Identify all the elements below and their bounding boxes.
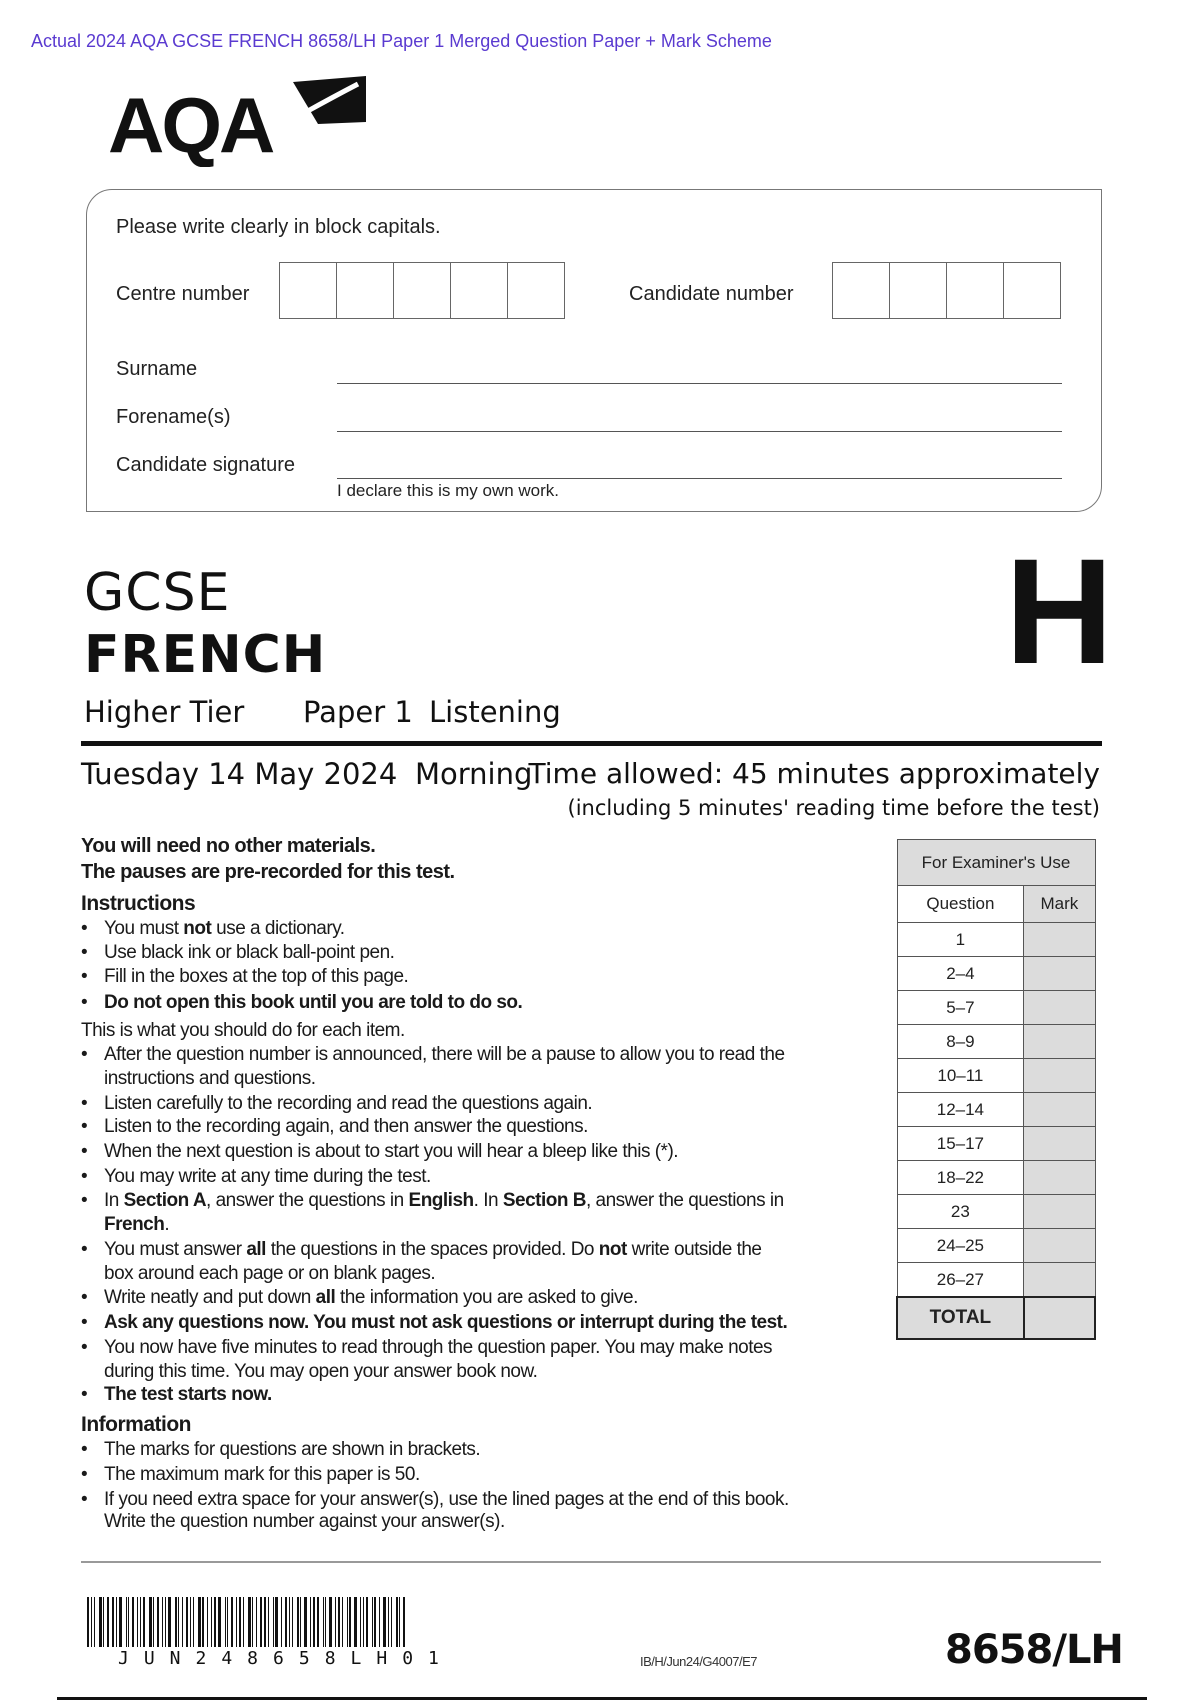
footer-divider (81, 1561, 1101, 1563)
barcode-bar (140, 1597, 141, 1647)
question-column-header: Question (897, 886, 1024, 923)
barcode-bar (128, 1597, 129, 1647)
barcode-bar (347, 1597, 348, 1647)
question-number: 1 (897, 923, 1024, 957)
barcode-bar (252, 1597, 253, 1647)
barcode-bar (87, 1597, 89, 1647)
barcode-bar (107, 1597, 109, 1647)
instruction-line (81, 1092, 593, 1115)
text-segment: Information (81, 1412, 191, 1436)
instruction-line (81, 1384, 272, 1406)
barcode-bar (157, 1597, 159, 1647)
barcode-bar (239, 1597, 241, 1647)
mark-cell[interactable] (1024, 923, 1095, 957)
instruction-line (104, 1214, 169, 1236)
barcode-bar (211, 1597, 212, 1647)
mark-cell[interactable] (1024, 1093, 1095, 1127)
section-heading (81, 1413, 191, 1437)
qualification-title: GCSE (84, 563, 231, 623)
paper-code: 8658/LH (945, 1627, 1123, 1673)
text-segment: You will need no other materials. (81, 835, 376, 858)
bullet-icon: • (81, 1438, 88, 1460)
examiner-table-row (897, 1025, 1095, 1059)
examiner-table-row (897, 1093, 1095, 1127)
text-segment: Ask any questions now. You must not ask questions or interrupt during the test. (104, 1311, 788, 1333)
bullet-icon: • (81, 941, 88, 963)
barcode-bar (186, 1597, 188, 1647)
barcode-bar (317, 1597, 319, 1647)
text-segment: use a dictionary. (211, 917, 345, 939)
barcode-bar (94, 1597, 95, 1647)
bullet-icon: • (81, 1463, 88, 1485)
barcode-bar (231, 1597, 233, 1647)
instruction-line (81, 1336, 773, 1359)
instruction-line (104, 1263, 435, 1285)
barcode-bar (178, 1597, 179, 1647)
instruction-line (81, 965, 409, 988)
barcode-bar (153, 1597, 154, 1647)
candidate-number-boxes[interactable] (832, 262, 1061, 319)
examiner-table-row (897, 1263, 1095, 1298)
instruction-line (81, 1286, 638, 1309)
barcode-bar (168, 1597, 171, 1647)
block-capitals-instruction: Please write clearly in block capitals. (116, 216, 441, 238)
section-heading (81, 892, 195, 916)
barcode-bar (162, 1597, 163, 1647)
barcode-bar (225, 1597, 226, 1647)
forenames-field[interactable] (337, 431, 1062, 432)
barcode-bar (91, 1597, 92, 1647)
instruction-line (81, 1488, 789, 1511)
mark-cell[interactable] (1024, 1127, 1095, 1161)
barcode-bar (349, 1597, 351, 1647)
barcode-bar (325, 1597, 326, 1647)
mark-column-header: Mark (1024, 886, 1095, 923)
barcode-bar (207, 1597, 208, 1647)
text-segment: , answer the questions in (206, 1190, 409, 1212)
bullet-icon: • (81, 1166, 88, 1188)
bullet-icon: • (81, 1311, 88, 1333)
bullet-icon: • (81, 1384, 88, 1406)
question-number: 10–11 (897, 1059, 1024, 1093)
text-segment: Instructions (81, 891, 196, 915)
barcode-bar (304, 1597, 307, 1647)
subject-title: FRENCH (84, 625, 327, 685)
barcode-bar (218, 1597, 221, 1647)
barcode-bar (112, 1597, 114, 1647)
text-segment: The pauses are pre-recorded for this test. (81, 861, 455, 884)
barcode-bar (310, 1597, 311, 1647)
examiner-table-row (897, 923, 1095, 957)
text-segment: . In (473, 1190, 503, 1212)
barcode-bar (292, 1597, 293, 1647)
bullet-icon: • (81, 1141, 88, 1163)
barcode-bar (383, 1597, 386, 1647)
barcode-bar (335, 1597, 336, 1647)
instruction-line (81, 1020, 405, 1042)
question-number: 15–17 (897, 1127, 1024, 1161)
text-segment: French (104, 1214, 165, 1236)
mark-cell[interactable] (1024, 991, 1095, 1025)
instruction-line (81, 1043, 785, 1066)
instruction-line (81, 917, 345, 940)
text-segment: You must (104, 917, 184, 939)
text-segment: Section B (502, 1190, 586, 1212)
time-allowed: Time allowed: 45 minutes approximately (528, 757, 1100, 790)
barcode-bar (300, 1597, 301, 1647)
bullet-icon: • (81, 1116, 88, 1138)
barcode-bar (193, 1597, 194, 1647)
bullet-icon: • (81, 1092, 88, 1114)
barcode-bar (116, 1597, 117, 1647)
mark-cell[interactable] (1024, 1195, 1095, 1229)
barcode-bar (236, 1597, 237, 1647)
instruction-line (81, 1438, 481, 1461)
barcode-bar (132, 1597, 134, 1647)
text-segment: . (164, 1214, 170, 1236)
tier-letter: H (1005, 527, 1114, 695)
text-segment: Do not open this book until you are told to do so. (104, 991, 523, 1013)
barcode-bar (281, 1597, 282, 1647)
exam-session: Morning (415, 757, 533, 791)
text-segment: Use black ink or black ball-point pen. (104, 941, 395, 963)
signature-label: Candidate signature (116, 454, 296, 476)
instruction-line (104, 1511, 505, 1533)
question-number: 18–22 (897, 1161, 1024, 1195)
mark-cell[interactable] (1024, 957, 1095, 991)
text-segment: all (246, 1239, 266, 1260)
barcode-bar (243, 1597, 244, 1647)
barcode-bar (165, 1597, 166, 1647)
question-number: 12–14 (897, 1093, 1024, 1127)
centre-number-boxes[interactable] (279, 262, 565, 319)
barcode-bar (175, 1597, 177, 1647)
instruction-line (81, 1463, 420, 1486)
component-label: Listening (429, 695, 561, 729)
instruction-line (81, 1116, 588, 1138)
bullet-icon: • (81, 991, 88, 1013)
examiner-table-row (897, 1195, 1095, 1229)
barcode-bar (273, 1597, 274, 1647)
declaration-text: I declare this is my own work. (337, 481, 560, 500)
question-number: 8–9 (897, 1025, 1024, 1059)
bullet-icon: • (81, 917, 88, 939)
instruction-line (81, 941, 395, 964)
barcode-bar (379, 1597, 380, 1647)
signature-field[interactable] (337, 478, 1062, 479)
bullet-icon: • (81, 1488, 88, 1510)
barcode-bar (143, 1597, 145, 1647)
text-segment: not (183, 917, 212, 939)
bullet-icon: • (81, 1190, 88, 1212)
barcode-bar (297, 1597, 299, 1647)
bullet-icon: • (81, 965, 88, 987)
barcode-bar (264, 1597, 266, 1647)
text-segment: In (104, 1190, 124, 1212)
aqa-logo (108, 72, 373, 172)
barcode (87, 1597, 499, 1647)
barcode-bar (182, 1597, 183, 1647)
text-segment: all (315, 1286, 336, 1308)
text-segment: not (598, 1239, 627, 1260)
text-segment: You must answer (104, 1239, 247, 1260)
barcode-bar (202, 1597, 204, 1647)
barcode-bar (374, 1597, 376, 1647)
question-number: 26–27 (897, 1263, 1024, 1298)
instruction-line (81, 1311, 788, 1334)
paper-label: Paper 1 (303, 695, 413, 729)
examiner-table-title: For Examiner's Use (897, 840, 1095, 886)
question-number: 5–7 (897, 991, 1024, 1025)
mark-cell[interactable] (1024, 1229, 1095, 1263)
text-segment: Write neatly and put down (104, 1286, 316, 1308)
barcode-bar (329, 1597, 332, 1647)
text-segment: This is what you should do for each item. (81, 1019, 405, 1041)
text-segment: English (408, 1190, 474, 1212)
barcode-bar (354, 1597, 357, 1647)
examiner-table-row (897, 1127, 1095, 1161)
reading-time-note: (including 5 minutes' reading time before the test) (567, 796, 1100, 820)
mark-cell[interactable] (1024, 1263, 1095, 1298)
barcode-bar (388, 1597, 389, 1647)
bullet-icon: • (81, 1043, 88, 1065)
barcode-bar (391, 1597, 392, 1647)
barcode-bar (313, 1597, 315, 1647)
bullet-icon: • (81, 1336, 88, 1358)
barcode-bar (190, 1597, 191, 1647)
text-segment: the questions in the spaces provided. Do (265, 1239, 599, 1260)
document-title-link[interactable]: Actual 2024 AQA GCSE FRENCH 8658/LH Paper 1 Merged Question Paper + Mark Scheme (31, 31, 772, 51)
examiner-table-row (897, 991, 1095, 1025)
text-segment: box around each page or on blank pages. (104, 1262, 436, 1284)
barcode-bar (396, 1597, 398, 1647)
examiner-table-row (897, 1161, 1095, 1195)
text-segment: Write the question number against your answer(s). (104, 1511, 505, 1533)
text-segment: You now have five minutes to read through the question paper. You may make notes (104, 1336, 773, 1358)
text-segment: If you need extra space for your answer(s), use the lined pages at the end of this book. (104, 1488, 789, 1510)
exam-date: Tuesday 14 May 2024 (81, 757, 398, 791)
barcode-bar (99, 1597, 102, 1647)
centre-number-label: Centre number (116, 283, 250, 305)
text-segment: instructions and questions. (104, 1067, 316, 1089)
text-segment: write outside the (626, 1239, 762, 1260)
barcode-bar (403, 1597, 405, 1647)
text-segment: After the question number is announced, there will be a pause to allow you to read the (104, 1043, 785, 1065)
surname-label: Surname (116, 358, 198, 380)
reference-code: IB/H/Jun24/G4007/E7 (640, 1654, 757, 1669)
instruction-line (81, 861, 455, 884)
barcode-bar (149, 1597, 152, 1647)
barcode-bar (119, 1597, 122, 1647)
examiner-table-row (897, 957, 1095, 991)
question-number: 2–4 (897, 957, 1024, 991)
barcode-bar (268, 1597, 269, 1647)
barcode-bar (342, 1597, 343, 1647)
instruction-line (81, 835, 375, 858)
text-segment: , answer the questions in (585, 1190, 784, 1212)
text-segment: The maximum mark for this paper is 50. (104, 1463, 420, 1485)
text-segment: Listen to the recording again, and then answer the questions. (104, 1116, 588, 1138)
text-segment: Listen carefully to the recording and read the questions again. (104, 1092, 593, 1114)
mark-cell[interactable] (1024, 1025, 1095, 1059)
examiner-table-row (897, 1229, 1095, 1263)
barcode-bar (363, 1597, 364, 1647)
svg-text:AQA: AQA (108, 81, 273, 167)
instruction-line (104, 1361, 537, 1383)
barcode-bar (360, 1597, 361, 1647)
barcode-bar (248, 1597, 251, 1647)
barcode-bar (256, 1597, 257, 1647)
total-label: TOTAL (897, 1297, 1024, 1339)
text-segment: Fill in the boxes at the top of this page. (104, 965, 409, 987)
text-segment: Section A (123, 1190, 207, 1212)
forenames-label: Forename(s) (116, 406, 231, 428)
candidate-number-label: Candidate number (629, 283, 794, 305)
barcode-bar (103, 1597, 104, 1647)
barcode-bar (137, 1597, 138, 1647)
barcode-text: JUN248658LH01 (118, 1648, 454, 1669)
barcode-bar (198, 1597, 201, 1647)
instruction-line (81, 991, 523, 1014)
examiner-use-table (896, 839, 1096, 1340)
barcode-bar (214, 1597, 216, 1647)
total-mark-cell[interactable] (1024, 1297, 1095, 1339)
barcode-bar (366, 1597, 368, 1647)
barcode-bar (227, 1597, 228, 1647)
instruction-line (81, 1141, 679, 1163)
surname-field[interactable] (337, 383, 1062, 384)
mark-cell[interactable] (1024, 1161, 1095, 1195)
text-segment: The marks for questions are shown in brackets. (104, 1438, 481, 1460)
bullet-icon: • (81, 1286, 88, 1308)
barcode-bar (338, 1597, 340, 1647)
barcode-bar (260, 1597, 262, 1647)
barcode-bar (275, 1597, 278, 1647)
barcode-bar (126, 1597, 127, 1647)
barcode-bar (372, 1597, 373, 1647)
mark-cell[interactable] (1024, 1059, 1095, 1093)
title-divider (81, 741, 1102, 746)
question-number: 24–25 (897, 1229, 1024, 1263)
tier-label: Higher Tier (84, 695, 245, 729)
question-number: 23 (897, 1195, 1024, 1229)
text-segment: during this time. You may open your answer book now. (104, 1360, 538, 1382)
barcode-bar (399, 1597, 400, 1647)
text-segment: You may write at any time during the test. (104, 1166, 431, 1188)
instruction-line (81, 1190, 784, 1212)
text-segment: When the next question is about to start you will hear a bleep like this (*). (104, 1141, 679, 1163)
text-segment: The test starts now. (104, 1384, 272, 1406)
instruction-line (81, 1166, 431, 1188)
barcode-bar (323, 1597, 324, 1647)
examiner-table-row (897, 1059, 1095, 1093)
barcode-bar (285, 1597, 287, 1647)
text-segment: the information you are asked to give. (335, 1286, 638, 1308)
instruction-line (81, 1239, 762, 1261)
bullet-icon: • (81, 1239, 88, 1260)
instruction-line (104, 1068, 315, 1090)
barcode-bar (289, 1597, 290, 1647)
